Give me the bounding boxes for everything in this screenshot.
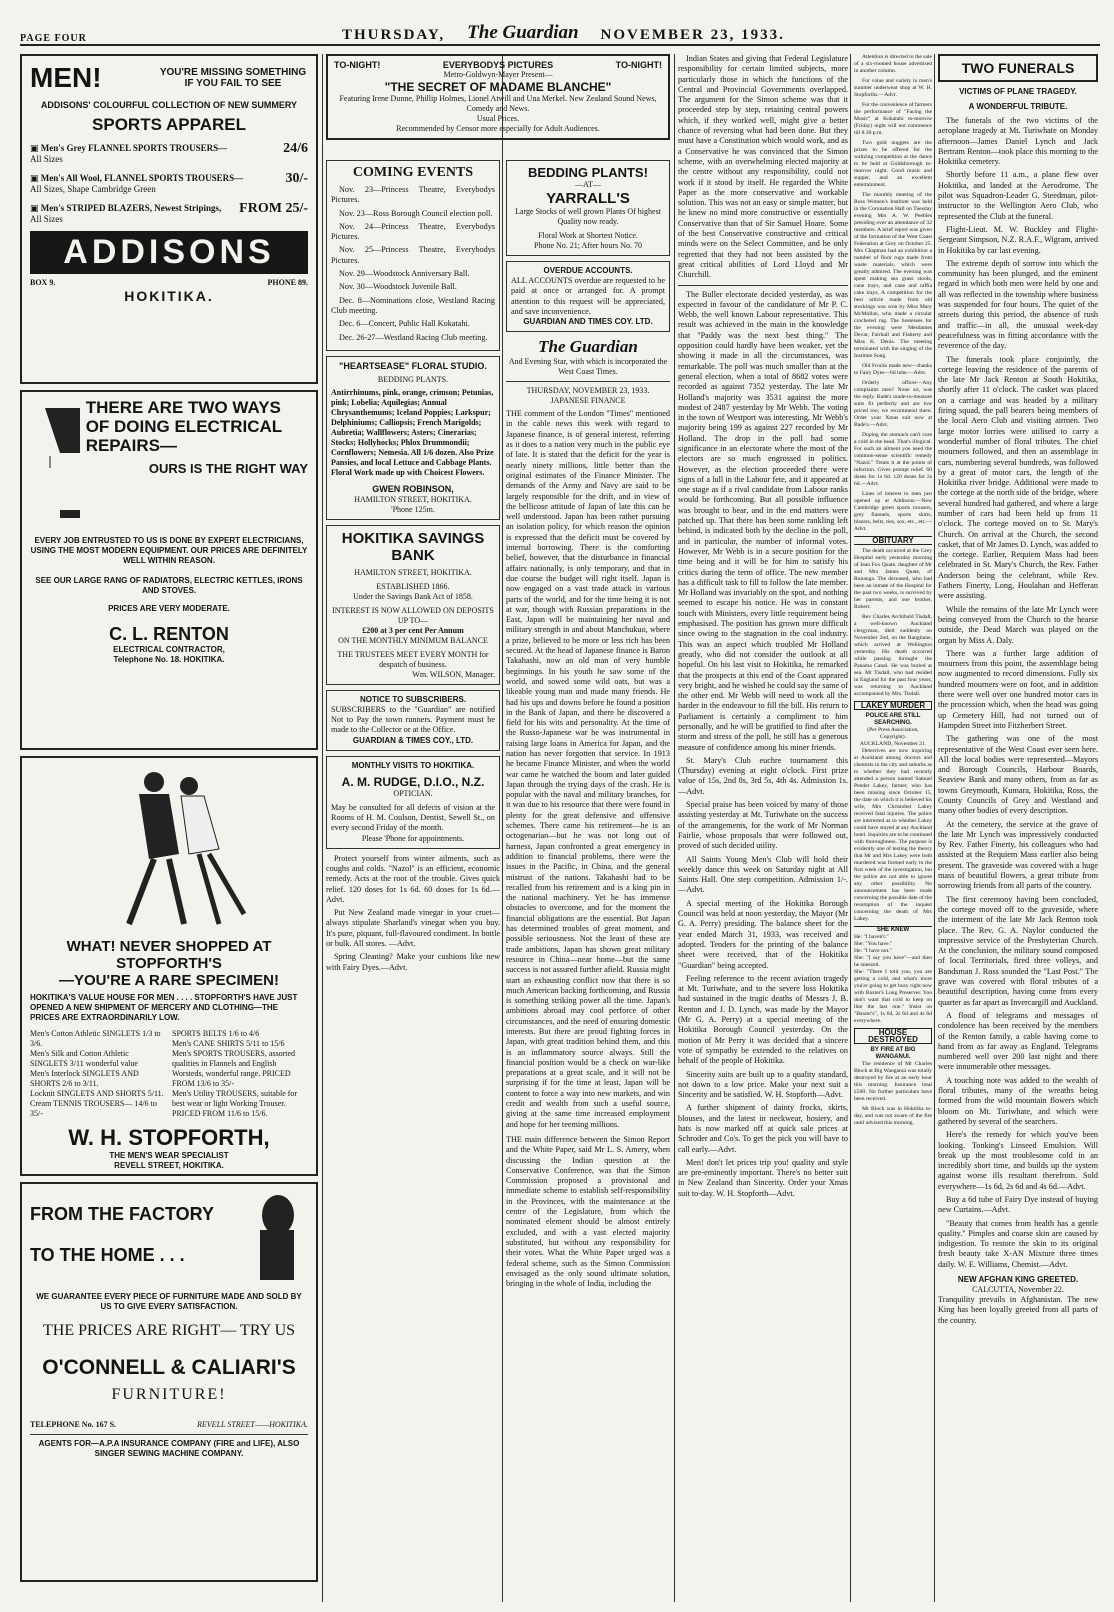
stopforth-item: Men's Silk and Cotton Athletic SINGLETS 3/11 wonderful value — [30, 1049, 138, 1068]
addisons-item: ▣ Men's STRIPED BLAZERS, Newest Stripings, All Sizes FROM 25/- — [30, 201, 308, 224]
funeral-para: The funerals of the two victims of the aeroplane tragedy at Mt. Turiwhate on Monday afternoon—James Daniel Lynch and Jack Bertram Renton—took place this morning to the Hokitika cemetery. — [938, 116, 1098, 167]
yarrall-phone: Phone No. 21; After hours No. 70 — [534, 241, 642, 250]
rudge-heading: MONTHLY VISITS TO HOKITIKA. — [351, 760, 475, 770]
rudge-body: May be consulted for all defects of vision at the Rooms of H. M. Coulson, Dentist, Sewell St., on every second Friday of the month. — [331, 802, 495, 833]
news-item: Sincerity suits are built up to a quality standard, not down to a low price. Make your next suit a Sincerity and be satisfied. W. H. Stopforth—Advt. — [678, 1069, 848, 1100]
she-knew-line: She: "I say you have"—and then he sneezed. — [854, 955, 932, 968]
stopforth-item: Men's Utility TROUSERS, suitable for best wear or light Working Trouser. PRICED FROM 11/6 to 15/6. — [172, 1089, 298, 1118]
overdue-heading: OVERDUE ACCOUNTS. — [543, 266, 633, 275]
stopforth-sub: —YOU'RE A RARE SPECIMEN! — [59, 972, 279, 989]
column-ads — [20, 54, 318, 1588]
funerals-sub: VICTIMS OF PLANE TRAGEDY. — [959, 87, 1077, 96]
stopforth-item: SPORTS BELTS 1/6 to 4/6 — [172, 1029, 260, 1038]
she-knew-line: He: "I have not." — [854, 948, 892, 954]
news-item: A further shipment of dainty frocks, skirts, blouses, and the latest in neckwear, hosiery, and hats is now marked off at quick sale prices at Schroder and Co's. To get the pick you will have to call early.—Advt. — [678, 1103, 848, 1154]
news-item: Attention is directed to the sale of a six-roomed house advertised in another column. — [854, 54, 932, 74]
event-item: Nov. 30—Woodstock Juvenile Ball. — [339, 282, 457, 292]
funeral-para: The funerals took place conjointly, the cortege leaving the residence of the parents of the late Mr Jack Renton at South Hokitika, shortly after 11 o'clock. The casket was placed on a carriage and was headed by a military firing squad, the pall bearers being members of the local Aero Club and visiting airmen. Two large motor lorries were utilised to carry a wonderful number of floral tributes. The chief mourners followed, and then an assemblage in cars, numbering several hundreds, was followed by a great of motor cars, the length of the Hokitika river bridge. Additional were made to the cortege at the north side of the bridge, where several hundred had gathered, and where a large number of cars had been held up from 11 o'clock. The cortege moved on to St. Mary's Church. On arrival at the Church, the second casket, that of Mr James D. Lynch, was added to the cortege. Earlier, Requiem Mass had been celebrated in St. Mary's Church, the Rev. Father Anderson being the celebrant, while Rev. Fathers Finerty, Long, Houlahan and Hefferan were assisting. — [938, 354, 1098, 601]
misc-item: Put New Zealand made vinegar in your cruet—always stipulate Sharland's vinegar when you buy. It's pure, piquant, full-flavoured condiment. In bottle or bulk. All stores. —Advt. — [326, 908, 500, 949]
news-item: Feeling reference to the recent aviation tragedy at Mt. Turiwhate, and to the severe loss Hokitika had sustained in the tragic deaths of Messrs J. B. Renton and J. D. Lynch, was made by the Mayor (Mr G. A. Perry) at a special meeting of the Hokitika Borough Council yesterday. On the motion of Mr Perry it was decided that a sincere vote of sympathy be extended to the relatives on behalf of the people of Hokitika. — [678, 973, 848, 1066]
pictures-title: "THE SECRET OF MADAME BLANCHE" — [384, 80, 612, 94]
renton-body: EVERY JOB ENTRUSTED TO US IS DONE BY EXPERT ELECTRICIANS, USING THE MOST MODERN EQUIPMENT. OUR PRICES ARE DEFINITELY WELL WITHIN REASON. — [30, 536, 308, 565]
rudge-title: OPTICIAN. — [393, 788, 433, 798]
event-item: Nov. 25—Princess Theatre, Everybodys Pictures. — [331, 245, 495, 265]
advt-para: "Beauty that comes from health has a gentle quality." Pimples and coarse skin are caused by indigestion. To restore the skin to its original fresh beauty take X-AN Mixture three times daily. W. E. Williams, Chemist.—Advt. — [938, 1218, 1098, 1269]
bank-trustees: THE TRUSTEES MEET EVERY MONTH for despatch of business. — [337, 649, 489, 669]
news-item: The monthly meeting of the Ross Women's Institute was held in the Coronation Hall on Tuesday evening Mrs A. W. Peebles presiding over an attendance of 32 members. A brief report was given of the formation of the West Coast Federation at Grey on October 25. Mrs Chapman had an exhibition a number of floor rugs made from waste materials, which were greatly admired. The evening was spent making sea grass stools, cane trays, and cane and raffia cake trays. A competition for the best article made from old stockings was won by Miss Mary McMullan, who made a circular crocheted rug. The hostesses for the evening were Mesdames Devar, Fairhall and Flaherty and Miss K. Denis. The meeting terminated with the singing of the Institute Song. — [854, 192, 932, 359]
event-item: Nov. 23—Princess Theatre, Everybodys Pictures. — [331, 185, 495, 205]
event-item: Dec. 6—Concert, Public Hall Kokatahi. — [339, 319, 470, 329]
yarrall-ad — [506, 160, 670, 256]
column-editorial — [506, 160, 670, 1289]
oconnell-ad — [20, 1182, 318, 1582]
savings-bank-ad — [326, 525, 500, 685]
heartsease-ad — [326, 356, 500, 520]
coming-events-heading: COMING EVENTS — [352, 165, 474, 180]
pictures-prices: Usual Prices. — [476, 114, 520, 123]
oconnell-furniture: FURNITURE! — [111, 1386, 227, 1403]
oconnell-prices: THE PRICES ARE RIGHT— TRY US — [42, 1322, 296, 1339]
advt-para: Buy a 6d tube of Fairy Dye instead of buying new Curtains.—Advt. — [938, 1194, 1098, 1215]
lakey-heading: LAKEY MURDER — [854, 701, 932, 710]
addisons-item: ▣ Men's Grey FLANNEL SPORTS TROUSERS— All Sizes 24/6 — [30, 141, 308, 164]
yarrall-name: YARRALL'S — [546, 190, 630, 207]
yarrall-body: Large Stocks of well grown Plants Of highest Quality now ready. — [515, 207, 661, 226]
dancing-couple-illustration — [69, 764, 269, 934]
she-knew-line: He: "I haven't." — [854, 934, 889, 940]
afghan-body: Tranquility prevails in Afghanistan. The new King has been loyally greeted from all parts of the country. — [938, 1295, 1098, 1325]
stopforth-title: THE MEN'S WEAR SPECIALIST — [109, 1151, 229, 1160]
funeral-para: The extreme depth of sorrow into which the community has been plunged, and the eminent regard in which both men were held by one and all was reflected in the township where business was suspended for four hours. The quiet of the streets during this period, the absence of rush and traffic—in all, the unusual week-day peacefulness was in fitting accordance with the reverence of the day. — [938, 258, 1098, 351]
column-news-b — [854, 54, 932, 1130]
funeral-para: While the remains of the late Mr Lynch were being conveyed from the Church to the hearse outside, the Dead March was played on the organ by Miss A. Daly. — [938, 604, 1098, 645]
renton-headline: THERE ARE TWO WAYS OF DOING ELECTRICAL REPAIRS— — [85, 398, 282, 455]
advt-para: Here's the remedy for which you've been looking. Tonking's Linseed Emulsion. Will break up the most troublesome cold in an incredibly short time, and builds up the system against worse ills resultant therefrom. Sold everywhere—1s 6d, 2s 6d and 4s 6d.—Advt. — [938, 1130, 1098, 1191]
news-item: Indian States and giving that Federal Legislature responsibility for certain limited subjects, more particularly those in which the functions of the Central and Provincial Governments overlapped. The argument for the Simon scheme was that it proceeded step by step, retaining central powers which, if they worked well, might give a better chance of reversing what had been done. But they must have a Constitution which would work, and as a Conservative he was convinced that the Simon scheme, with an overwhelming elected majority at the centre without any responsibility, could not work if it stood by itself. He regarded the White Paper as the more conservative and workable solution. This was not an easy or simple matter, but he knew no mind more constructive or essentially Conservative than that of Sir Samuel Hoare. Some of the best Conservative constructive and critical minds were on the Select Committee, and he only regretted that they had not been assisted by the great critical abilities of Lord Lloyd and Mr Churchill. — [678, 54, 848, 280]
oconnell-name: O'CONNELL & CALIARI'S — [42, 1356, 296, 1379]
misc-item: Spring Cleaning? Make your cushions like new with Fairy Dyes.—Advt. — [326, 952, 500, 972]
pictures-presenter: Metro-Goldwyn-Mayer Present— — [443, 70, 553, 79]
lamp-illustration — [30, 398, 80, 528]
renton-moderate: PRICES ARE VERY MODERATE. — [108, 604, 230, 613]
she-knew-heading: SHE KNEW — [854, 926, 932, 934]
stopforth-address: REVELL STREET, HOKITIKA. — [114, 1161, 224, 1170]
obituary-para: Rev Charles Archibald Tisdall, a well-known Auckland clergyman, died suddenly on November 2nd, on the Rangitane, which arrived at Wellington yesterday. His death occurred while passing throught the Panama Canal. He was buried at sea. Mr Tisdall, who had resided in England for the past four years, was returning to Auckland accompanied by Mrs. Tisdall. — [854, 614, 932, 697]
she-knew-line: She: "There I told you, you are getting a cold, and what's more you're going to get busy right now with Baxter's Lung Preserver. You don't want that cold to keep on like the last one." Insist on "Baxter's", 1s 6d, 2s 6d and 4s 6d everywhere. — [854, 969, 932, 1024]
editorial-topic: JAPANESE FINANCE — [550, 396, 626, 406]
funerals-heading: TWO FUNERALS — [938, 54, 1098, 82]
funeral-para: A touching note was added to the wealth of floral tributes, many of the wreaths being formed from the wild mountain flowers which bloom on Mt. Turiwhate, and which were gathered by several of the searchers. — [938, 1075, 1098, 1126]
funeral-para: Shortly before 11 a.m., a plane flew over Hokitika, and landed at the Aerodrome. The pilot was Squadron-Leader G. Steedman, pilot-instructor to the Wellington Aero Club, who represented the Club at the funeral. — [938, 170, 1098, 221]
news-item: St. Mary's Club euchre tournament this (Thursday) evening at eight o'clock. First prize value of 15s, 2nd 8s, 3rd 5s, 4th 4s. Admission 1s. —Advt. — [678, 755, 848, 796]
misc-notices — [326, 854, 500, 973]
bank-rate: £200 at 3 per cent Per Annum — [362, 625, 464, 635]
event-item: Dec. 26-27—Westland Racing Club meeting. — [339, 332, 488, 342]
event-item: Nov. 24—Princess Theatre, Everybodys Pictures. — [331, 221, 495, 242]
obituary-heading: OBITUARY — [854, 536, 932, 545]
funeral-para: Flight-Lieut. M. W. Buckley and Flight-Sergeant Simpson, N.Z. R.A.F., Wigram, arrived in Hokitika by car last evening. — [938, 224, 1098, 255]
rudge-name: A. M. RUDGE, D.I.O., N.Z. — [341, 774, 485, 789]
oconnell-street: REVELL STREET——HOKITIKA. — [197, 1420, 308, 1429]
news-item: Two gold nuggets are the prizes to be offered for the waltzing competition at the dance to be held at Goldsborough to-morrow night. Good music and supper, and an excellent entertainment. — [854, 140, 932, 188]
lakey-sub: POLICE ARE STILL SEARCHING. — [865, 713, 921, 726]
heartsease-name: GWEN ROBINSON, — [372, 483, 454, 494]
coming-events — [326, 160, 500, 351]
subscribers-heading: NOTICE TO SUBSCRIBERS. — [359, 694, 467, 704]
guardian-editorial — [506, 337, 670, 1289]
heartsease-address: HAMILTON STREET, HOKITIKA. — [354, 494, 472, 504]
editorial-title: The Guardian — [538, 337, 638, 357]
addisons-product: SPORTS APPAREL — [92, 115, 246, 134]
pictures-ad — [326, 54, 670, 146]
bank-heading: HOKITIKA SAVINGS BANK — [341, 529, 485, 564]
stopforth-item: Men's CANE SHIRTS 5/11 to 15/6 — [172, 1039, 285, 1048]
addisons-tagline: YOU'RE MISSING SOMETHING IF YOU FAIL TO SEE — [159, 67, 307, 89]
lakey-body: Detectives are now inquiring at Auckland among doctors and chemists in the city and suburbs as to whether they had recently attended a person named Samuel Pender Lakey, farmer, who has been missing since October 15, the date on which it is believed his wife, Mrs Christobel Lakey received fatal injuries. The police are interested as to whether Lakey could have stayed at any Auckland hotel. Inquiries are to be continued with thoroughness. The purpose is evidently one of testing the theory that Mr and Mrs Lakey were both murdered was formed early in the first week of the investigation, but the police are not able to ignore any other possibility. No announcement has been made concerning the possible date of the resumption of the inquest concerning the death of Mrs Lakey. — [854, 748, 932, 922]
house-body: The residence of Mr Charles Block at Big Wanganui was totally destroyed by fire at an early hour this morning. Insurance total £500. No further particulars have been received. — [854, 1061, 932, 1102]
stopforth-item: Men's Cotton Athletic SINGLETS 1/3 to 3/6. — [30, 1029, 161, 1048]
overdue-body: ALL ACCOUNTS overdue are requested to be paid at once or arranged for. A prompt attention to this request will be appreciated, and save inconvenience. — [511, 276, 665, 316]
oconnell-line2: TO THE HOME . . . — [30, 1245, 185, 1265]
lakey-credit: (Per Press Association, Copyright). — [867, 727, 919, 740]
renton-range: SEE OUR LARGE RANG OF RADIATORS, ELECTRIC KETTLES, IRONS AND STOVES. — [35, 576, 303, 595]
pictures-left: TO-NIGHT! — [334, 60, 381, 70]
funeral-para: The gathering was one of the most representative of the West Coast ever seen here. All the local bodies were represented—Mayors and Borough Councils, Harbour Boards, Seaview Bank and many others, from as far as towns Greymouth, Kumara, Hokitika, Ross, the County Councils of Grey and Westland and many other bodies of every description. — [938, 734, 1098, 816]
bank-balance: ON THE MONTHLY MINIMUM BALANCE — [338, 635, 488, 645]
funerals-sub2: A WONDERFUL TRIBUTE. — [968, 102, 1068, 111]
silhouette-illustration — [238, 1190, 308, 1280]
heartsease-body: Antirrhinums, pink, orange, crimson; Petunias, pink; Lobelia; Aquilegias; Annual Chrysanthemums; Iceland Poppies; Larkspur; Delphiniums; Calliopsis; French Marigolds; Aubretia; Wallflowers; Asters; Cinerarias; Stocks; Hollyhocks; Phlox Drummondii; Cornflowers; Nemesia. All 1/6 dozen. Also Prize Pansies, and local Lettuce and Cabbage Plants. Floral Work made up with Choicest Flowers. — [331, 387, 494, 477]
news-item: Orderly officer—Any complaints men? None sir, was the reply. Bade's made-to-measure suits fit perfectly and are low priced too; we recommend them. Order your Xmas suit now at Bade's.—Advt. — [854, 380, 932, 428]
yarrall-floral: Floral Work at Shortest Notice. — [538, 231, 638, 240]
renton-name: C. L. RENTON — [109, 624, 229, 644]
news-item: Doping the stomach can't cure a cold in the head. That's illogical. For such an ailment you need the common-sense scientific remedy "Nazol." Treats it at the points of infection. Gives prompt relief. 60 doses for 1s 6d. 120 doses for 2s 6d.—Advt. — [854, 432, 932, 487]
column-notices — [326, 160, 500, 976]
news-item: Special praise has been voiced by many of those assisting yesterday at Mt. Turiwhate on the success of the arrangements, for the work of Mr Norman Fairlie, whose proposals that were followed out, proved of such decided utility. — [678, 800, 848, 851]
addisons-ad — [20, 54, 318, 384]
rudge-ad — [326, 756, 500, 849]
overdue-notice — [506, 261, 670, 332]
page-label: PAGE FOUR — [20, 33, 87, 44]
column-rule — [674, 54, 675, 1602]
addisons-collection: ADDISONS' COLOURFUL COLLECTION OF NEW SUMMERY — [40, 100, 298, 110]
column-rule — [322, 54, 323, 1602]
column-rule — [850, 54, 851, 1602]
masthead-date: NOVEMBER 23, 1933. — [600, 27, 785, 43]
masthead-day: THURSDAY, — [341, 27, 446, 43]
bank-interest: INTEREST IS NOW ALLOWED ON DEPOSITS UP TO— — [332, 605, 494, 625]
oconnell-guarantee: WE GUARANTEE EVERY PIECE OF FURNITURE MADE AND SOLD BY US TO GIVE EVERY SATISFACTION. — [36, 1292, 302, 1311]
pictures-censor: Recommended by Censor more especially for Adult Audiences. — [396, 124, 600, 133]
bank-act: Under the Savings Bank Act of 1858. — [353, 591, 473, 601]
heartsease-sub: BEDDING PLANTS. — [377, 374, 449, 384]
column-funerals — [938, 54, 1098, 1326]
rudge-phone: Please 'Phone for appointments. — [361, 833, 465, 843]
lakey-dateline: AUCKLAND, November 21. — [859, 741, 927, 747]
house-heading: HOUSE DESTROYED — [854, 1028, 932, 1044]
afghan-heading: NEW AFGHAN KING GREETED. — [957, 1275, 1079, 1285]
bank-established: ESTABLISHED 1866. — [376, 581, 450, 591]
heartsease-phone: 'Phone 125m. — [391, 504, 435, 514]
oconnell-line1: FROM THE FACTORY — [30, 1204, 214, 1224]
subscribers-notice — [326, 690, 500, 751]
event-item: Dec. 8—Nominations close, Westland Racing Club meeting. — [331, 295, 495, 315]
funeral-para: There was a further large addition of mourners from this point, the assemblage being now augmented to record dimensions. Fully six hundred mourners were on foot, and in addition there were well over one hundred motor cars in the procession which, when the head was going up Cemetery Hill, had not turned out of Hampden Street into Fitzherbert Street. — [938, 648, 1098, 730]
funeral-para: A flood of telegrams and messages of condolence has been received by the members of the Renton family, a cable having come to hand from as far away as England. Telegrams numbered well over 200 last night and there were innumerable other messages. — [938, 1010, 1098, 1072]
addisons-box: BOX 9. — [30, 278, 56, 287]
funeral-para: The first ceremony having been concluded, the cortege moved off to the graveside, where the interment of the late Mr Jack Renton took place. The Rev. G. A. Naylor conducted the impressive service of the Presbyterian Church. At the conclusion, the military sound composed of local Territorials, fired three volleys, and Bandsman J. Ross sounded the "Last Post." The grave was covered with floral tributes of a beautiful description, having come from every quarter as far apart as Invercargill and Auckland. — [938, 894, 1098, 1007]
column-news-a — [678, 54, 848, 1202]
house-body: Mr Block was in Hokitika to-day, and was not aware of the fire until advised this morning. — [854, 1106, 932, 1126]
addisons-banner: ADDISONS — [30, 231, 308, 274]
yarrall-at: —AT— — [575, 180, 601, 189]
pictures-center: EVERYBODYS PICTURES — [442, 60, 554, 70]
oconnell-agents: AGENTS FOR—A.P.A INSURANCE COMPANY (FIRE and LIFE), ALSO SINGER SEWING MACHINE COMPANY. — [38, 1439, 300, 1458]
news-item: For value and variety in men's summer underwear shop at W. H. Stopforths.—Advt. — [854, 78, 932, 98]
renton-phone: Telephone No. 18. HOKITIKA. — [113, 655, 225, 664]
stopforth-headline: WHAT! NEVER SHOPPED AT STOPFORTH'S — [66, 938, 272, 972]
pictures-cast: Featuring Irene Dunne, Phillip Holmes, Lionel Atwill and Una Merkel. New Zealand Sound News, Comedy and News. — [339, 94, 657, 113]
renton-title: ELECTRICAL CONTRACTOR, — [113, 645, 225, 654]
pictures-right: TO-NIGHT! — [615, 60, 662, 70]
oconnell-phone: TELEPHONE No. 167 S. — [30, 1420, 117, 1429]
stopforth-name: W. H. STOPFORTH, — [68, 1125, 270, 1150]
subscribers-body: SUBSCRIBERS to the "Guardian" are notified Not to Pay the town runners. Payment must be made to the Collector or at the Office. — [331, 704, 495, 735]
stopforth-item: Locknit SINGLETS AND SHORTS 5/11. — [30, 1089, 164, 1098]
news-item: Lines of interest to men just opened up at Addisons:—New Cambridge green sports trousers, grey flannels, sports shirts, blazers, belts, ties, sox, etc., etc.—Advt. — [854, 491, 932, 532]
renton-sub: OURS IS THE RIGHT WAY — [148, 461, 308, 476]
news-item: Men! don't let prices trip you! quality and style are pre-eminently important. There's no better suit in New Zealand than Sincerity. Order your Xmas suit to-day. W. H. Stopforth—Advt. — [678, 1157, 848, 1198]
masthead — [20, 18, 1100, 46]
news-item: For the convenience of farmers the performance of "Facing the Music" at Kokatahi to-morrow (Friday) night will not commence till 8.30 p.m. — [854, 102, 932, 136]
addisons-town: HOKITIKA. — [124, 288, 214, 304]
editorial-sub: And Evening Star, with which is incorporated the West Coast Times. — [508, 357, 668, 377]
news-item: The Buller electorate decided yesterday, as was expected in favour of the candidature of Mr P. C. Webb, the well known Labour representative. This result was achieved in the main in the knowledge that "Paddy was the next best thing." The opposition could hardly have been weaker, yet the showing it made in all the circumstances, was remarkable. The poll was much smaller than at the general election, when a total of 8682 votes were recorded as against 7352 yesterday. The late Mr Holland's majority was 3531 against the more modest of 2487 yesterday by Mr Webb. The voting in the town of Westport was interesting, Mr Webb's majority being 199 as against 227 recorded by Mr Holland. The drop in the poll had some significance in an electorate where the most of the electors are so much engrossed in politics. However, as the election proceeded there were signs of a lull in the Labour fete, and it appeared at one stage as if a rival candidate from Labour ranks would be forthcoming. But all possible influence was brought to bear, and in the end matters were patched up. That there has been some rankling left behind, is indicated both by the decline in the poll, and in particular, the number of informal votes. However, Mr Webb is in a secure position for the time being and it will be for him to satisfy his critics during the term of office. The new member has a difficult task to fill to follow the late member. Mr Holland was invariably on the spot, and nothing seemed to escape his notice. He was in constant touch with Ministers, every little requirement being emphasised. The position has grown more difficult since owing to the stagnation in the coal industry. This was an aspect which troubled Mr Holland greatly, who did not consider the outlook at all hopeful. On his last visit to Hokitika, he remarked that the prospects at this end of the Coast appeared very bright, and he wished he could say the same of the other end. Mr Webb will need to work all the harder in the endeavour to fill the bill. His return to Parliament is certainly a compliment to him personally, and he will be gratified to find after the storm and stress of the poll, he still has a generous measure of confidence among his miner friends. — [678, 289, 848, 752]
misc-item: Protect yourself from winter ailments, such as coughs and colds. "Nazol" is an efficient, economic remedy. Acts at the root of the trouble. Gives quick relief. 120 doses for 1s 6d. 60 doses for 1s 6d.—Advt. — [326, 853, 500, 904]
stopforth-item: Men's Interlock SINGLETS AND SHORTS 2/6 to 3/11. — [30, 1069, 139, 1088]
editorial-body2: THE main difference between the Simon Report and the White Paper, said Mr L. S. Amery, when discussing the Indian question at the Conservative Conference, was that the Simon Commission proposed a provisional and immediate scheme to establish self-responsibility in the Provinces, with the maintenance at the centre of the Legislature, from which the nominated element should be almost entirely excluded, and with a vast elected majority substituted, but without any responsibility for their votes. What the White Paper urged was a federal scheme, such as the Simon Commission envisaged as the only sound ultimate solution, bringing in the whole of India, including the — [506, 1134, 670, 1289]
bank-address: HAMILTON STREET, HOKITIKA. — [354, 567, 472, 577]
subscribers-signature: GUARDIAN & TIMES COY., LTD. — [352, 735, 474, 745]
paper-title: The Guardian — [467, 22, 579, 43]
editorial-body: THE comment of the London "Times" mentioned in the cable news this week with regard to Japanese finance, is of general interest, referring as it does to a nation very much in the public eye of late. It is stated that the deficit for the year is nearly ninety millions, little better than the original estimates of the Finance Minister. The demands of the Army and Navy are said to be largely responsible for the drift, and in view of the bellicose attitude of Japan of late this can be well understood. Japan has been rather pursuing an isolation policy, for which reason the opinion is expressed that the deficit must be covered by internal borrowing. There is the comforting belief, however, that the disturbance in financial affairs nationally, is only temporary, and that in due course the budget will right itself. Japan is now engaged on a vast trade attack in various parts of the world, and for the time being it is not at war, though with Russian preparations in the East, Japan will be maintaining her naval and military strength in and about Manchukuo, where a prize, believed to be more or less rich has been secured. At the head of Japanese finance is Baron Takahashi, now an old man of very humble beginnings. In his youth he saw some of the world, and sowed some wild oats, but was a likeable young man and made many friends. He had his ups and downs before he found a position in the Bank of Japan, and there he discovered a field for his wits and personality. At the time of the Russo-Japanese war he was instrumental in raising large loans in America for Japan, and the nation has never forgotten that service. In 1913 he became Finance Minister, and when the world war came he watched the boom and later guided Japan through the trying days of the crash. He is popular with the naval and military branches, for it was due to his resource that there were found in plenty for the great defensive and offensive schemes. There came his retirement—he is an octogenarian—but he was not long out of harness, Japan confronted a great emergency in addition to financial problems, there were the issues in the Pacific, in China, and the general mistrust of the nations. Takahashi had to be recalled from his retirement and is a king pin in the national machinery. Yet he has immense obstacles to overcome, and for the moment the financial obligations are the essential. But Japan has determined troubles of great moment, and possible seriousness. Not the least of these are trade ambitions, Japan has shown great military resource in China—near home—but the same success is not assured further afield. Russia might start an exhausting conflict now that there is so much American backing forthcoming, and Russia is something striking power all the time. Japan's ambitions abroad may cool perforce of other circumstances, and the need of ensuring domestic interests. But there are proud fighting forces in Japan, with great tradition behind them, and this is an inflammatory source always. Still the financial position would be a check on war-like preparations at a great scale, and it will not be surprising if for the time at least, Japan will be content to force a way into new markets, and win credit and wealth from such a useful source, giving at the same time increased employment and hope for her teeming millions. — [506, 409, 670, 1129]
event-item: Nov. 29—Woodstock Anniversary Ball. — [339, 269, 470, 279]
column-rule — [502, 54, 503, 1602]
stopforth-intro: HOKITIKA'S VALUE HOUSE FOR MEN . . . . STOPFORTH'S HAVE JUST OPENED A NEW SHIPMENT OF MERCERY AND CLOTHING—THE PRICES ARE EXTRAORDINARILY LOW. — [30, 993, 298, 1022]
news-item: Old Frocks made new—thanks to Fairy Dyes—6d tube.—Advt. — [854, 363, 932, 376]
stopforth-ad — [20, 756, 318, 1176]
addisons-headline: MEN! — [30, 62, 102, 93]
renton-ad — [20, 390, 318, 750]
afghan-dateline: CALCUTTA, November 22. — [972, 1285, 1064, 1295]
editorial-date: THURSDAY, NOVEMBER 23, 1933. — [526, 386, 650, 396]
column-rule — [934, 54, 935, 1602]
funeral-para: At the cemetery, the service at the grave of the late Mr Lynch was impressively conducted by Rev. Father Finerty, his colleagues who had assisted at the Requiem Mass earlier also being present. The graveside was covered with a huge mass of beautiful flowers, a great tribute from sorrowing friends from all parts of the country. — [938, 819, 1098, 891]
yarrall-heading: BEDDING PLANTS! — [528, 165, 648, 180]
stopforth-item: Cream TENNIS TROUSERS— 14/6 to 35/- — [30, 1099, 157, 1118]
bank-manager: Wm. WILSON, Manager. — [412, 669, 495, 679]
news-item: A special meeting of the Hokitika Borough Council was held at noon yesterday, the Mayor (Mr G. A. Perry) presiding. The balance sheet for the year ended March 31, 1933, was received and adopted. Tenders for the printing of the balance sheet were received, that of the Hokitika "Guardian" being accepted. — [678, 898, 848, 970]
masthead-center — [342, 22, 785, 44]
obituary-para: The death occurred at the Grey Hospital early yesterday morning of Jean Fox Quate, daughter of Mr and Mrs James Quate, of Runanga. The deceased, who had been an inmate of the Hospital for the past two weeks, is survived by her parents, and one brother, Robert. — [854, 548, 932, 610]
overdue-signature: GUARDIAN AND TIMES COY. LTD. — [523, 317, 653, 327]
she-knew-line: She: "You have." — [854, 941, 893, 947]
addisons-item: ▣ Men's All Wool, FLANNEL SPORTS TROUSERS— All Sizes, Shape Cambridge Green 30/- — [30, 171, 308, 194]
house-sub: BY FIRE AT BIG WANGANUI. — [870, 1047, 916, 1060]
addisons-phone: PHONE 89. — [267, 278, 308, 287]
heartsease-heading: "HEARTSEASE" FLORAL STUDIO. — [339, 360, 487, 371]
news-item: All Saints Young Men's Club will hold their weekly dance this week on Saturday night at All Saints Hall. One step competition. Admission 1/-.—Advt. — [678, 854, 848, 895]
stopforth-item: Men's SPORTS TROUSERS, assorted qualities in Flannels and English Worsteds, wonderful range. PRICED FROM 13/6 to 35/- — [172, 1049, 296, 1088]
event-item: Nov. 23—Ross Borough Council election poll. — [339, 208, 493, 218]
